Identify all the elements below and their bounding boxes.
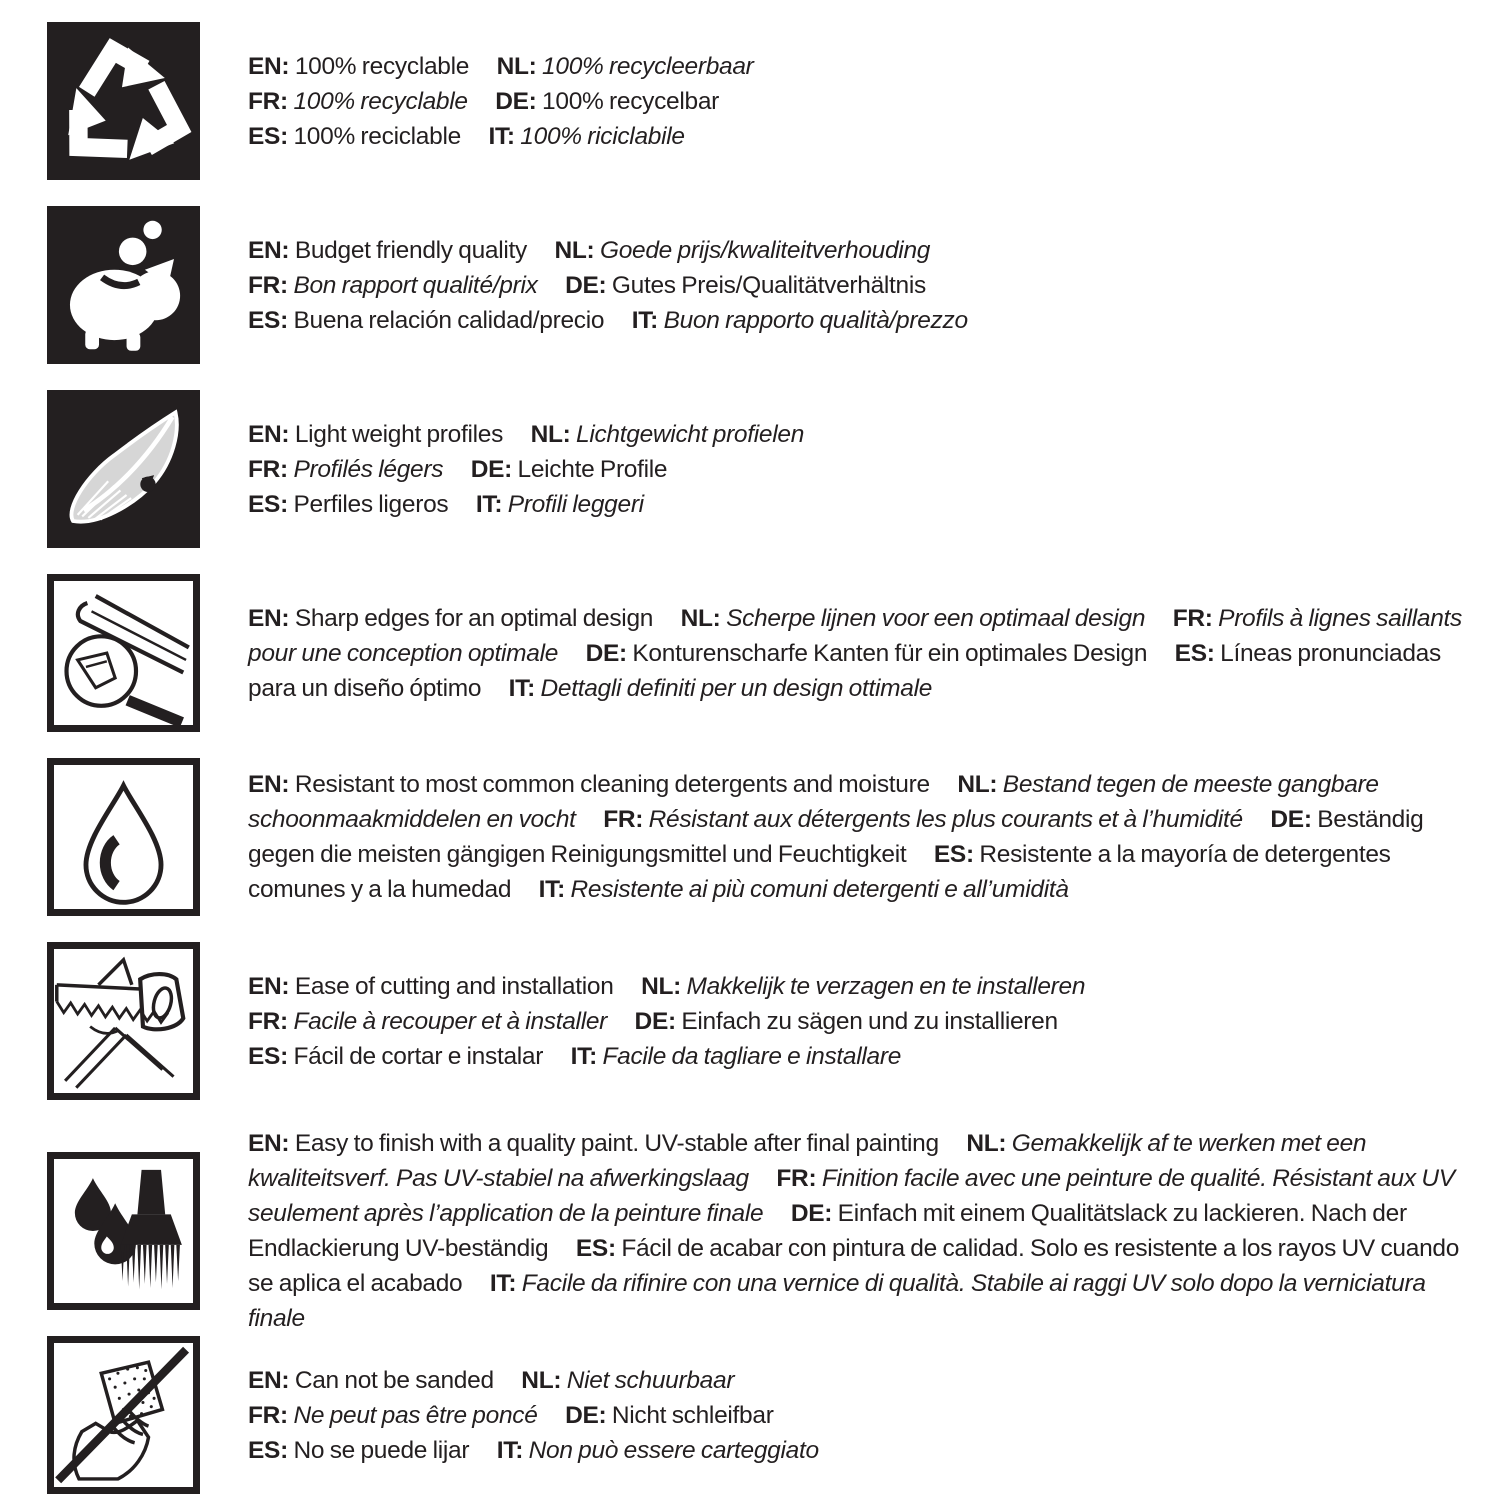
- lang-segment: DE: Einfach zu sägen und zu installieren: [634, 1007, 1058, 1035]
- feature-text: [248, 417, 1464, 522]
- lang-segment: NL: Scherpe lijnen voor een optimaal design: [680, 604, 1146, 632]
- lang-segment: NL: Lichtgewicht profielen: [530, 420, 805, 448]
- lang-segment: EN: Can not be sanded: [248, 1366, 494, 1394]
- no-sanding-icon: [47, 1336, 200, 1494]
- text-line: [248, 417, 1464, 452]
- feature-row-sharp-edges: [47, 574, 1464, 732]
- lang-segment: NL: Gemakkelijk af te werken met een kwaliteitsverf. Pas UV-stabiel na afwerkingslaag: [248, 1130, 1367, 1192]
- text-line: [248, 487, 1464, 522]
- lang-segment: IT: Dettagli definiti per un design ottimale: [508, 674, 933, 702]
- text-line: [248, 84, 1464, 119]
- lang-segment: ES: Perfiles ligeros: [248, 490, 449, 518]
- lang-segment: FR: Résistant aux détergents les plus courants et à l’humidité: [603, 806, 1243, 833]
- feature-text: [248, 767, 1464, 907]
- lang-segment: FR: Finition facile avec une peinture de qualité. Résistant aux UV seulement après l’application de la peinture finale: [248, 1165, 1455, 1227]
- lang-segment: ES: Fácil de acabar con pintura de calidad. Solo es resistente a los rayos UV cuando se aplica el acabado: [248, 1235, 1460, 1297]
- lang-segment: EN: Budget friendly quality: [248, 236, 527, 264]
- text-line: [248, 1398, 1464, 1433]
- text-line: [248, 303, 1464, 338]
- lang-segment: ES: No se puede lijar: [248, 1436, 470, 1464]
- lang-segment: IT: Facile da tagliare e installare: [570, 1042, 902, 1070]
- lang-segment: EN: Sharp edges for an optimal design: [248, 604, 654, 632]
- lang-segment: DE: Nicht schleifbar: [565, 1401, 774, 1429]
- feature-row-cutting: [47, 942, 1464, 1100]
- feature-row-moisture: [47, 758, 1464, 916]
- text-line: [248, 1039, 1464, 1074]
- lang-segment: FR: Bon rapport qualité/prix: [248, 271, 538, 299]
- lang-segment: DE: Gutes Preis/Qualitätverhältnis: [565, 271, 926, 299]
- text-line: [248, 119, 1464, 154]
- lang-segment: IT: Resistente ai più comuni detergenti e all’umidità: [538, 876, 1069, 903]
- lang-segment: DE: Konturenscharfe Kanten für ein optimales Design: [585, 639, 1148, 667]
- feature-text: [248, 601, 1464, 706]
- lang-segment: NL: Makkelijk te verzagen en te installeren: [641, 972, 1086, 1000]
- water-drop-icon: [47, 758, 200, 916]
- feature-text: [248, 1126, 1464, 1336]
- feature-text: [248, 1363, 1464, 1468]
- feature-row-recyclable: [47, 22, 1464, 180]
- text-line: [248, 1004, 1464, 1039]
- feature-text: [248, 969, 1464, 1074]
- lang-segment: NL: Goede prijs/kwaliteitverhouding: [554, 236, 931, 264]
- lang-segment: ES: Fácil de cortar e instalar: [248, 1042, 544, 1070]
- lang-segment: EN: Ease of cutting and installation: [248, 972, 614, 1000]
- text-line: [248, 969, 1464, 1004]
- lang-segment: ES: 100% reciclable: [248, 122, 461, 150]
- text-line: [248, 233, 1464, 268]
- lang-segment: DE: Leichte Profile: [470, 455, 668, 483]
- lang-segment: EN: Resistant to most common cleaning detergents and moisture: [248, 771, 930, 798]
- lang-segment: EN: 100% recyclable: [248, 52, 470, 80]
- feather-icon: [47, 390, 200, 548]
- text-line: [248, 1363, 1464, 1398]
- feature-text: [248, 49, 1464, 154]
- lang-segment: DE: Einfach mit einem Qualitätslack zu lackieren. Nach der Endlackierung UV-beständig: [248, 1200, 1407, 1262]
- lang-segment: NL: 100% recycleerbaar: [496, 52, 754, 80]
- lang-segment: IT: Buon rapporto qualità/prezzo: [631, 306, 968, 334]
- lang-segment: IT: 100% riciclabile: [488, 122, 685, 150]
- lang-segment: NL: Niet schuurbaar: [521, 1366, 735, 1394]
- lang-segment: DE: Beständig gegen die meisten gängigen Reinigungsmittel und Feuchtigkeit: [248, 806, 1424, 868]
- lang-segment: EN: Light weight profiles: [248, 420, 504, 448]
- lang-segment: FR: Profilés légers: [248, 455, 444, 483]
- lang-segment: EN: Easy to finish with a quality paint. UV-stable after final painting: [248, 1130, 939, 1157]
- saw-icon: [47, 942, 200, 1100]
- feature-row-lightweight: [47, 390, 1464, 548]
- lang-segment: FR: Facile à recouper et à installer: [248, 1007, 608, 1035]
- lang-segment: IT: Facile da rifinire con una vernice di qualità. Stabile ai raggi UV solo dopo la verniciatura finale: [248, 1270, 1426, 1332]
- text-line: [248, 49, 1464, 84]
- text-line: [248, 268, 1464, 303]
- lang-segment: FR: Ne peut pas être poncé: [248, 1401, 538, 1429]
- piggy-bank-icon: [47, 206, 200, 364]
- feature-row-no-sanding: [47, 1336, 1464, 1494]
- lang-segment: ES: Resistente a la mayoría de detergentes comunes y a la humedad: [248, 841, 1391, 903]
- lang-segment: IT: Non può essere carteggiato: [496, 1436, 819, 1464]
- magnifier-edge-icon: [47, 574, 200, 732]
- lang-segment: IT: Profili leggeri: [475, 490, 644, 518]
- feature-row-budget: [47, 206, 1464, 364]
- lang-segment: ES: Buena relación calidad/precio: [248, 306, 605, 334]
- text-line: [248, 452, 1464, 487]
- text-line: [248, 1433, 1464, 1468]
- feature-row-paintable: [47, 1126, 1464, 1336]
- recycle-icon: [47, 22, 200, 180]
- feature-text: [248, 233, 1464, 338]
- lang-segment: ES: Líneas pronunciadas para un diseño óptimo: [248, 639, 1441, 702]
- paint-brush-icon: [47, 1152, 200, 1310]
- lang-segment: FR: 100% recyclable: [248, 87, 468, 115]
- lang-segment: NL: Bestand tegen de meeste gangbare schoonmaakmiddelen en vocht: [248, 771, 1379, 833]
- lang-segment: DE: 100% recycelbar: [495, 87, 720, 115]
- lang-segment: FR: Profils à lignes saillants pour une conception optimale: [248, 604, 1462, 667]
